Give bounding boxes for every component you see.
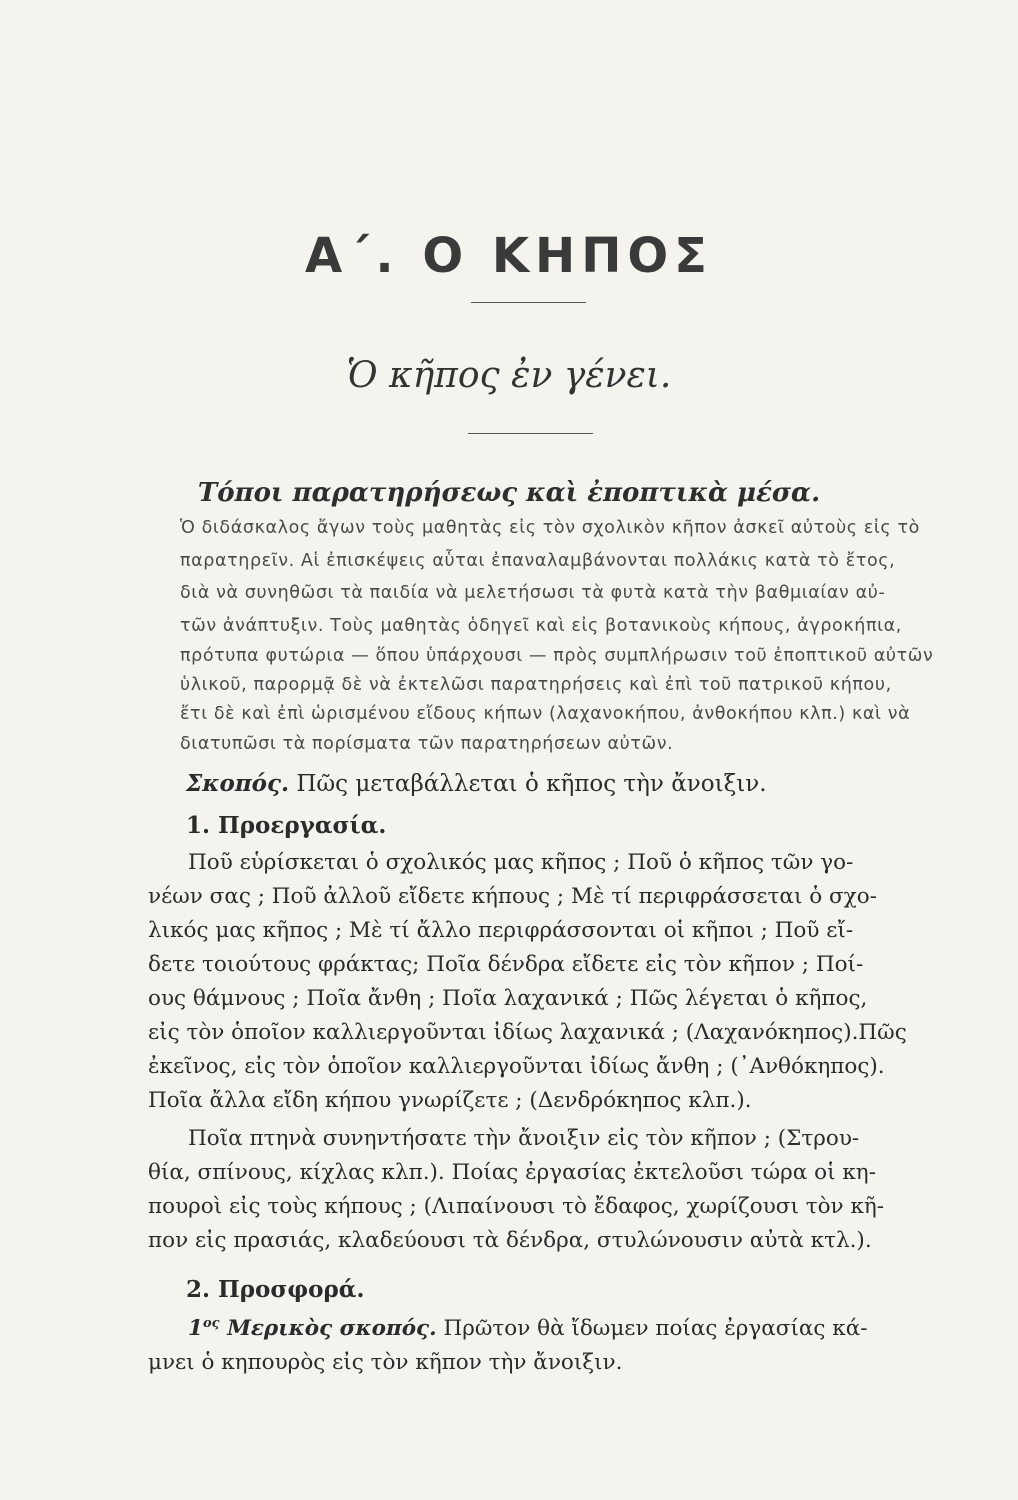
body-line: Ποῖα πτηνὰ συνηντήσατε τὴν ἄνοιξιν εἰς τὸν κῆπον ; (Στρου- xyxy=(188,1126,860,1151)
body-line: Ποῦ εὑρίσκεται ὁ σχολικός μας κῆπος ; Ποῦ ὁ κῆπος τῶν γο- xyxy=(188,850,854,875)
intro-line: ἔτι δὲ καὶ ἐπὶ ὡρισμένου εἴδους κήπων (λαχανοκήπου, ἀνθοκήπου κλπ.) καὶ νὰ xyxy=(180,704,911,724)
aim-text: Πῶς μεταβάλλεται ὁ κῆπος τὴν ἄνοιξιν. xyxy=(296,771,767,797)
sub-aim-number: 1 xyxy=(188,1316,203,1342)
body-line: εἰς τὸν ὁποῖον καλλιεργοῦνται ἰδίως λαχανικά ; (Λαχανόκηπος).Πῶς xyxy=(148,1020,907,1045)
body-line: πουροὶ εἰς τοὺς κήπους ; (Λιπαίνουσι τὸ ἔδαφος, χωρίζουσι τὸν κῆ- xyxy=(148,1194,885,1219)
body-line: νέων σας ; Ποῦ ἀλλοῦ εἴδετε κήπους ; Μὲ τί περιφράσσεται ὁ σχο- xyxy=(148,884,877,909)
section1-heading: 1. Προεργασία. xyxy=(186,812,387,839)
sub-aim-line xyxy=(188,1316,964,1341)
body-line: ἐκεῖνος, εἰς τὸν ὁποῖον καλλιεργοῦνται ἰδίως ἄνθη ; (᾿Ανθόκηπος). xyxy=(148,1054,885,1079)
body-line: μνει ὁ κηπουρὸς εἰς τὸν κῆπον τὴν ἄνοιξιν. xyxy=(148,1350,623,1375)
aim-line xyxy=(186,770,767,797)
aim-label: Σκοπός. xyxy=(186,770,290,797)
body-line: πον εἰς πρασιάς, κλαδεύουσι τὰ δένδρα, στυλώνουσιν αὐτὰ κτλ.). xyxy=(148,1228,872,1253)
chapter-title: Α΄. Ο ΚΗΠΟΣ xyxy=(305,228,713,284)
intro-line: παρατηρεῖν. Αἱ ἐπισκέψεις αὗται ἐπαναλαμβάνονται πολλάκις κατὰ τὸ ἔτος, xyxy=(180,551,896,571)
divider-rule xyxy=(471,302,586,303)
intro-line: πρότυπα φυτώρια — ὅπου ὑπάρχουσι — πρὸς συμπλήρωσιν τοῦ ἐποπτικοῦ αὐτῶν xyxy=(180,646,934,666)
body-line: Ποῖα ἄλλα εἴδη κήπου γνωρίζετε ; (Δενδρόκηπος κλπ.). xyxy=(148,1088,752,1113)
sub-aim-label: Μερικὸς σκοπός. xyxy=(227,1316,437,1342)
intro-line: Ὁ διδάσκαλος ἄγων τοὺς μαθητὰς εἰς τὸν σχολικὸν κῆπον ἀσκεῖ αὐτοὺς εἰς τὸ xyxy=(180,518,920,538)
intro-line: διὰ νὰ συνηθῶσι τὰ παιδία νὰ μελετήσωσι τὰ φυτὰ κατὰ τὴν βαθμιαίαν αὐ- xyxy=(180,583,886,603)
divider-rule xyxy=(468,433,593,434)
intro-line: διατυπῶσι τὰ πορίσματα τῶν παρατηρήσεων αὐτῶν. xyxy=(180,734,674,754)
intro-line: τῶν ἀνάπτυξιν. Τοὺς μαθητὰς ὁδηγεῖ καὶ εἰς βοτανικοὺς κήπους, ἀγροκήπια, xyxy=(180,616,902,636)
sub-aim-ordinal: ος xyxy=(202,1316,220,1331)
subtitle: Ὁ κῆπος ἐν γένει. xyxy=(346,355,672,396)
section-title: Τόποι παρατηρήσεως καὶ ἐποπτικὰ μέσα. xyxy=(197,478,821,508)
body-line: ους θάμνους ; Ποῖα ἄνθη ; Ποῖα λαχανικά ; Πῶς λέγεται ὁ κῆπος, xyxy=(148,986,868,1011)
body-line: λικός μας κῆπος ; Μὲ τί ἄλλο περιφράσσονται οἱ κῆποι ; Ποῦ εἴ- xyxy=(148,918,854,943)
section2-heading: 2. Προσφορά. xyxy=(186,1276,365,1303)
body-line: δετε τοιούτους φράκτας; Ποῖα δένδρα εἴδετε εἰς τὸν κῆπον ; Ποί- xyxy=(148,952,864,977)
body-line: θία, σπίνους, κίχλας κλπ.). Ποίας ἐργασίας ἐκτελοῦσι τώρα οἱ κη- xyxy=(148,1160,876,1185)
sub-aim-text: Πρῶτον θὰ ἴδωμεν ποίας ἐργασίας κά- xyxy=(443,1316,868,1342)
intro-line: ὑλικοῦ, παρορμᾷ δὲ νὰ ἐκτελῶσι παρατηρήσεις καὶ ἐπὶ τοῦ πατρικοῦ κήπου, xyxy=(180,675,892,695)
